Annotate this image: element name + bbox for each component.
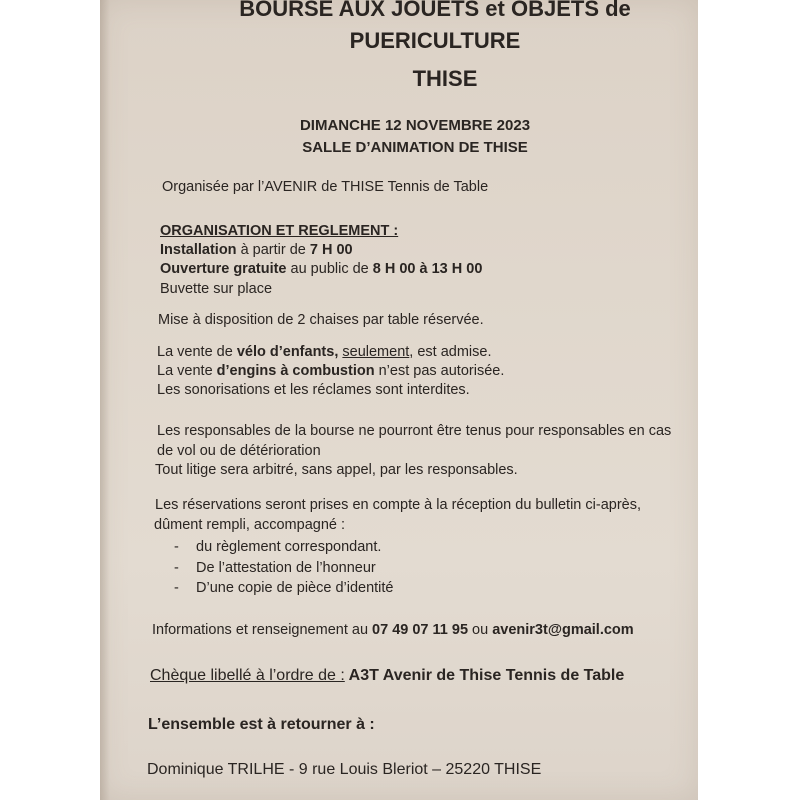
cheque-label: Chèque libellé à l’ordre de :	[150, 667, 345, 684]
sale-engines-prefix: La vente	[157, 363, 217, 379]
contact-prefix: Informations et renseignement au	[152, 622, 373, 638]
rules-heading-text: ORGANISATION ET REGLEMENT :	[160, 223, 399, 239]
chairs-line: Mise à disposition de 2 chaises par table réservée.	[158, 312, 484, 328]
paper-edge-shadow	[100, 0, 110, 800]
sale-engines-suffix: n’est pas autorisée.	[374, 363, 505, 379]
opening-label: Ouverture gratuite	[160, 261, 287, 277]
reservation-line-2: dûment rempli, accompagné :	[154, 517, 346, 533]
dispute-line: Tout litige sera arbitré, sans appel, par les responsables.	[155, 462, 518, 478]
sale-engines-bold: d’engins à combustion	[216, 363, 375, 379]
contact-line	[152, 621, 634, 639]
install-line	[160, 241, 353, 259]
reservation-line-1: Les réservations seront prises en compte à la réception du bulletin ci-après,	[155, 497, 642, 513]
item-dash: -	[174, 539, 179, 555]
responsibility-line-2: de vol ou de détérioration	[157, 443, 321, 459]
return-address: Dominique TRILHE - 9 rue Louis Bleriot – 25220 THISE	[147, 761, 542, 778]
flyer-paper	[100, 0, 698, 800]
organizer-name: AVENIR de THISE Tennis de Table	[264, 179, 489, 195]
cheque-payee: A3T Avenir de Thise Tennis de Table	[344, 667, 625, 684]
responsibility-line-1: Les responsables de la bourse ne pourront être tenus pour responsables en cas	[157, 423, 672, 439]
item-dash: -	[174, 580, 179, 596]
opening-mid: au public de	[286, 261, 373, 277]
title-line-1: BOURSE AUX JOUETS et OBJETS de	[239, 0, 631, 21]
item-dash: -	[174, 560, 179, 576]
contact-email: avenir3t@gmail.com	[492, 622, 634, 638]
item-text: D’une copie de pièce d’identité	[196, 580, 394, 596]
item-text: du règlement correspondant.	[196, 539, 382, 555]
organizer-prefix: Organisée par l’	[162, 179, 265, 195]
install-time: 7 H 00	[309, 242, 353, 258]
sale-bikes-underlined: seulement	[342, 344, 410, 360]
rules-heading	[160, 222, 398, 240]
buvette-line: Buvette sur place	[160, 281, 273, 297]
opening-line	[160, 260, 482, 278]
event-venue: SALLE D’ANIMATION DE THISE	[302, 139, 528, 156]
event-date: DIMANCHE 12 NOVEMBRE 2023	[299, 117, 531, 134]
organizer-line	[162, 178, 488, 196]
contact-phone: 07 49 07 11 95	[372, 622, 469, 638]
title-line-3: THISE	[412, 66, 478, 91]
contact-mid: ou	[468, 622, 493, 638]
return-heading: L’ensemble est à retourner à :	[148, 716, 375, 733]
install-label: Installation	[160, 242, 237, 258]
opening-hours: 8 H 00 à 13 H 00	[372, 261, 483, 277]
install-mid: à partir de	[236, 242, 310, 258]
sale-bikes-line	[157, 343, 492, 361]
sale-bikes-prefix: La vente de	[157, 344, 237, 360]
sale-bikes-bold: vélo d’enfants,	[236, 344, 339, 360]
item-text: De l’attestation de l’honneur	[196, 560, 376, 576]
cheque-line	[150, 667, 624, 685]
title-line-2: PUERICULTURE	[349, 28, 521, 53]
sale-bikes-suffix: , est admise.	[409, 344, 492, 360]
sound-line: Les sonorisations et les réclames sont interdites.	[157, 382, 470, 398]
sale-engines-line	[157, 362, 504, 380]
